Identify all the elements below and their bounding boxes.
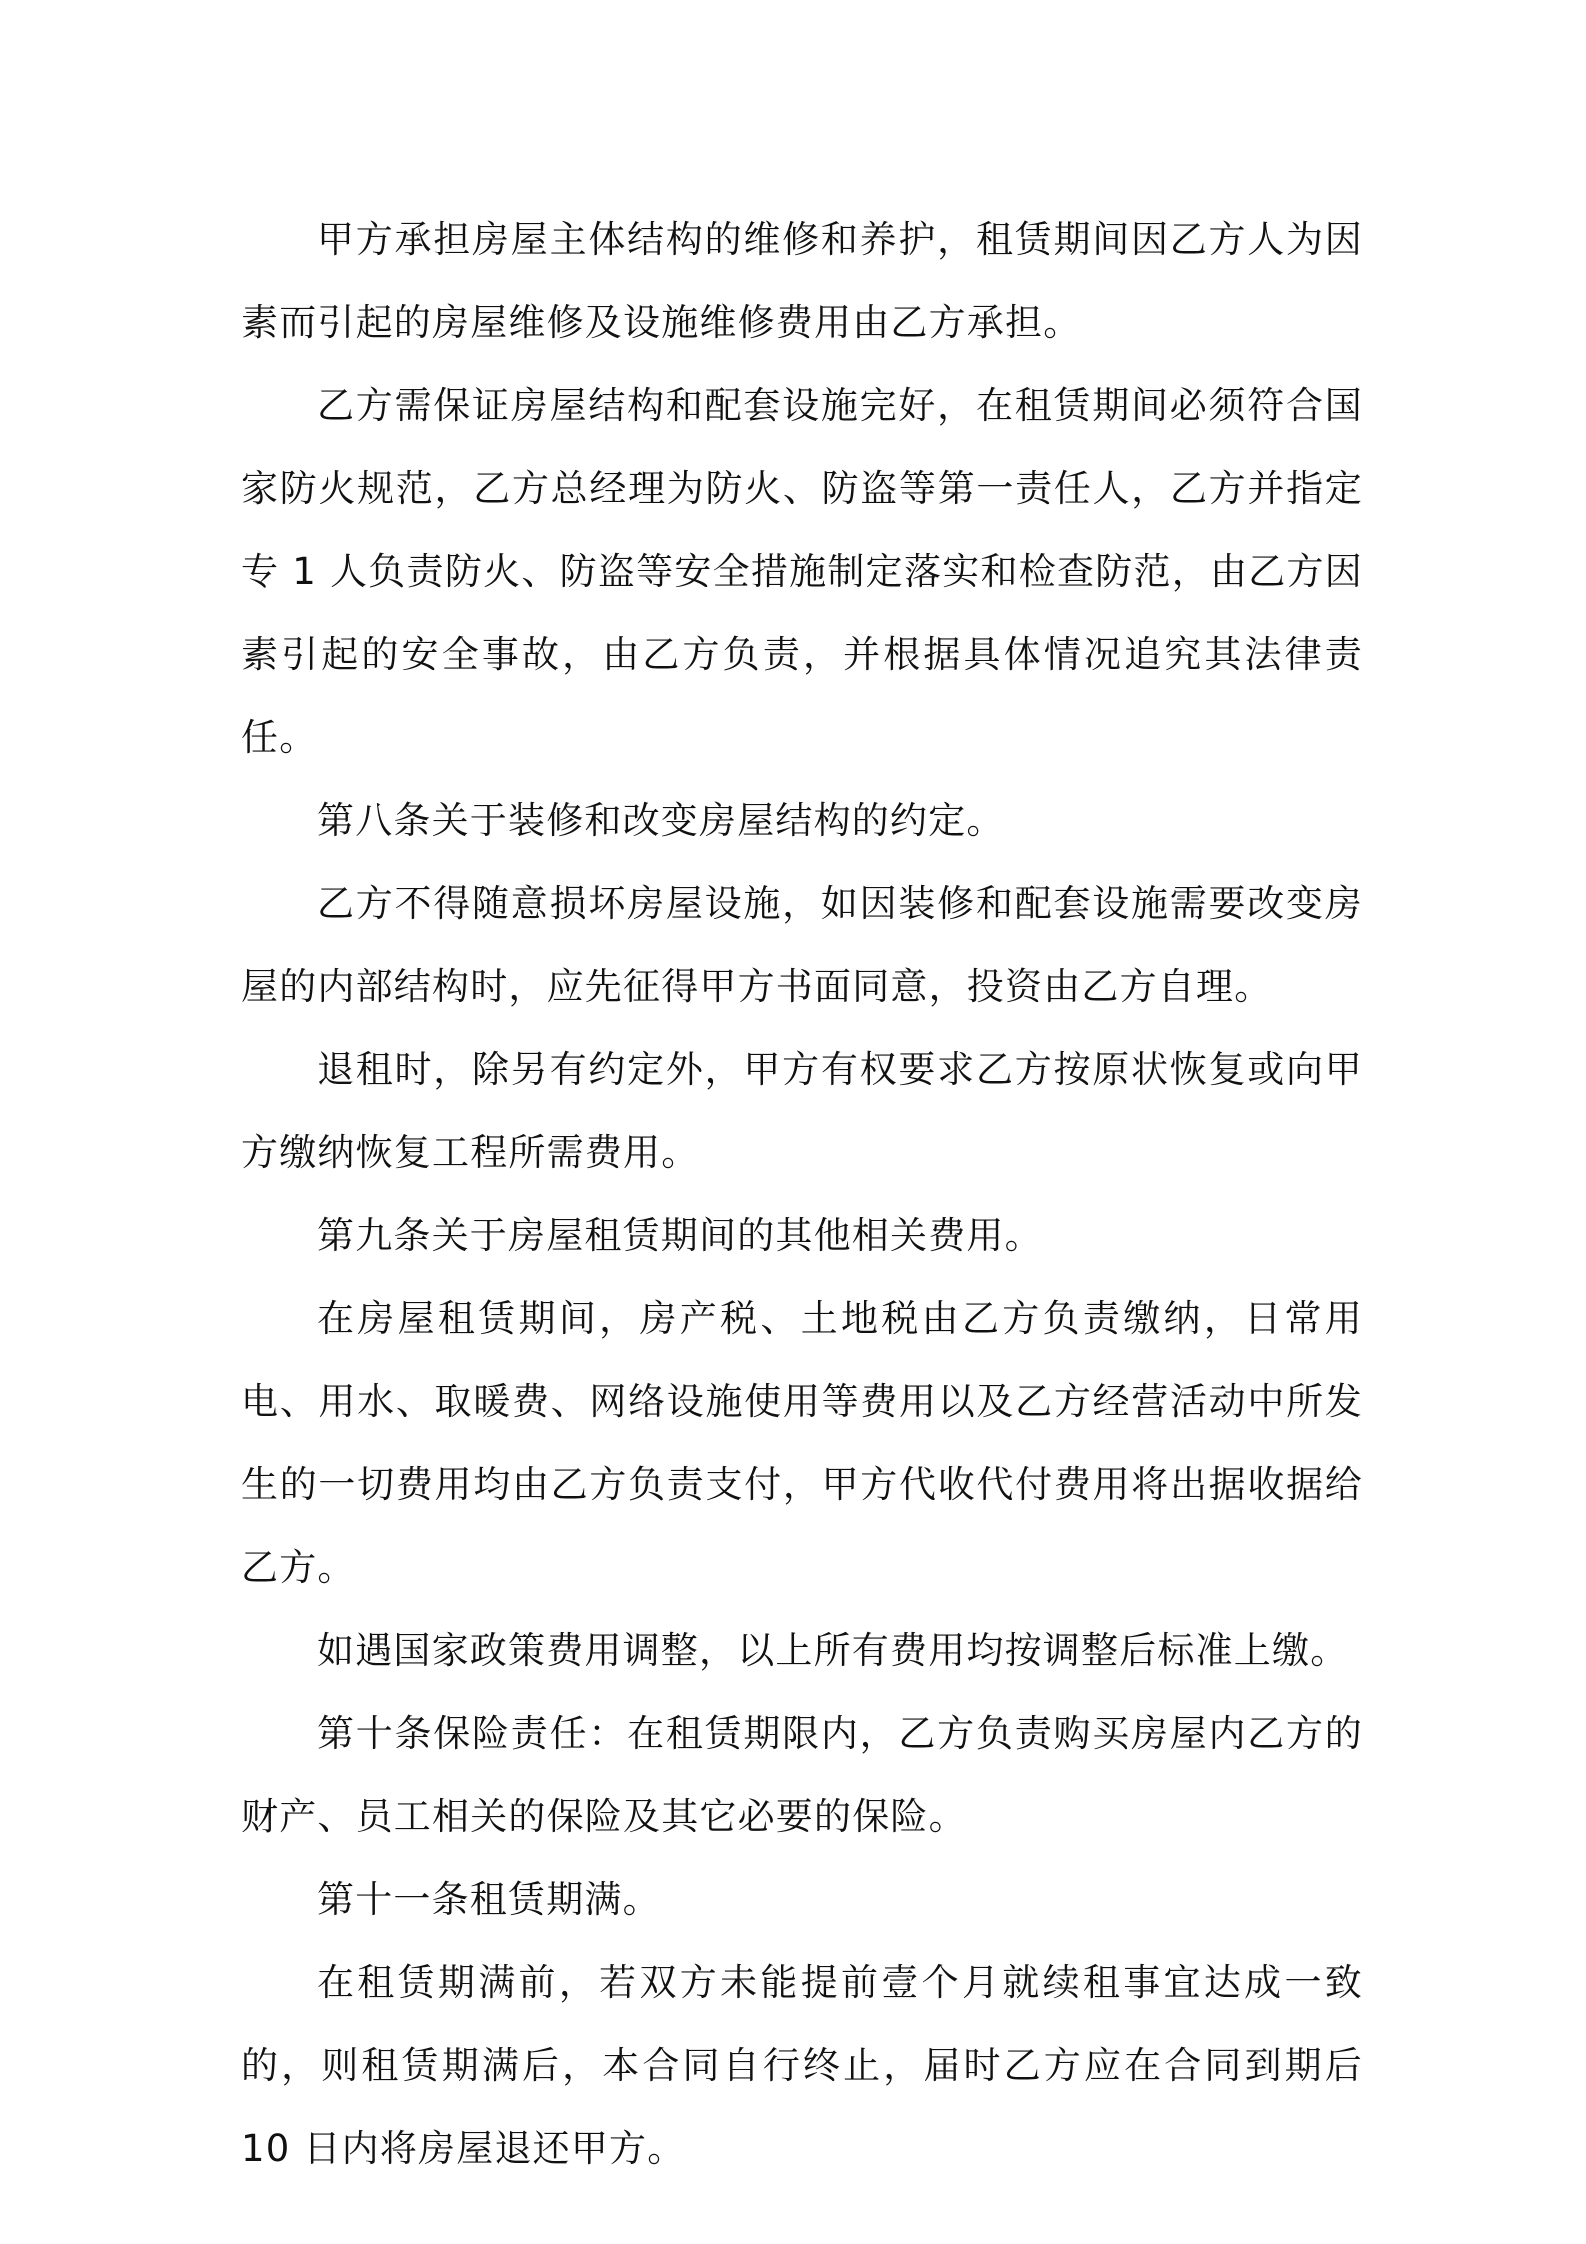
paragraph-restoration-on-exit: 退租时，除另有约定外，甲方有权要求乙方按原状恢复或向甲方缴纳恢复工程所需费用。 [241,1048,1363,1174]
paragraph-lease-expiry: 在租赁期满前，若双方未能提前壹个月就续租事宜达成一致的，则租赁期满后，本合同自行终止，届时乙方应在合同到期后 10 日内将房屋退还甲方。 [241,1961,1363,2170]
paragraph-article-8-heading: 第八条关于装修和改变房屋结构的约定。 [317,799,1005,842]
paragraph-article-11-heading: 第十一条租赁期满。 [317,1878,661,1921]
paragraph-renovation-consent: 乙方不得随意损坏房屋设施，如因装修和配套设施需要改变房屋的内部结构时，应先征得甲方书面同意，投资由乙方自理。 [241,882,1363,1008]
paragraph-article-10-insurance: 第十条保险责任：在租赁期限内，乙方负责购买房屋内乙方的财产、员工相关的保险及其它必要的保险。 [241,1712,1363,1838]
paragraph-article-9-heading: 第九条关于房屋租赁期间的其他相关费用。 [317,1214,1043,1257]
document-body [241,198,1363,2190]
paragraph-fees-and-taxes: 在房屋租赁期间，房产税、土地税由乙方负责缴纳，日常用电、用水、取暖费、网络设施使用等费用以及乙方经营活动中所发生的一切费用均由乙方负责支付，甲方代收代付费用将出据收据给乙方。 [241,1297,1363,1589]
paragraph-fire-safety: 乙方需保证房屋结构和配套设施完好，在租赁期间必须符合国家防火规范，乙方总经理为防火、防盗等第一责任人，乙方并指定专 1 人负责防火、防盗等安全措施制定落实和检查防范，由乙方因素引起的安全事故，由乙方负责，并根据具体情况追究其法律责任。 [241,384,1363,759]
paragraph-policy-adjustment: 如遇国家政策费用调整，以上所有费用均按调整后标准上缴。 [317,1629,1349,1672]
paragraph-maintenance-responsibility: 甲方承担房屋主体结构的维修和养护，租赁期间因乙方人为因素而引起的房屋维修及设施维修费用由乙方承担。 [241,218,1363,344]
